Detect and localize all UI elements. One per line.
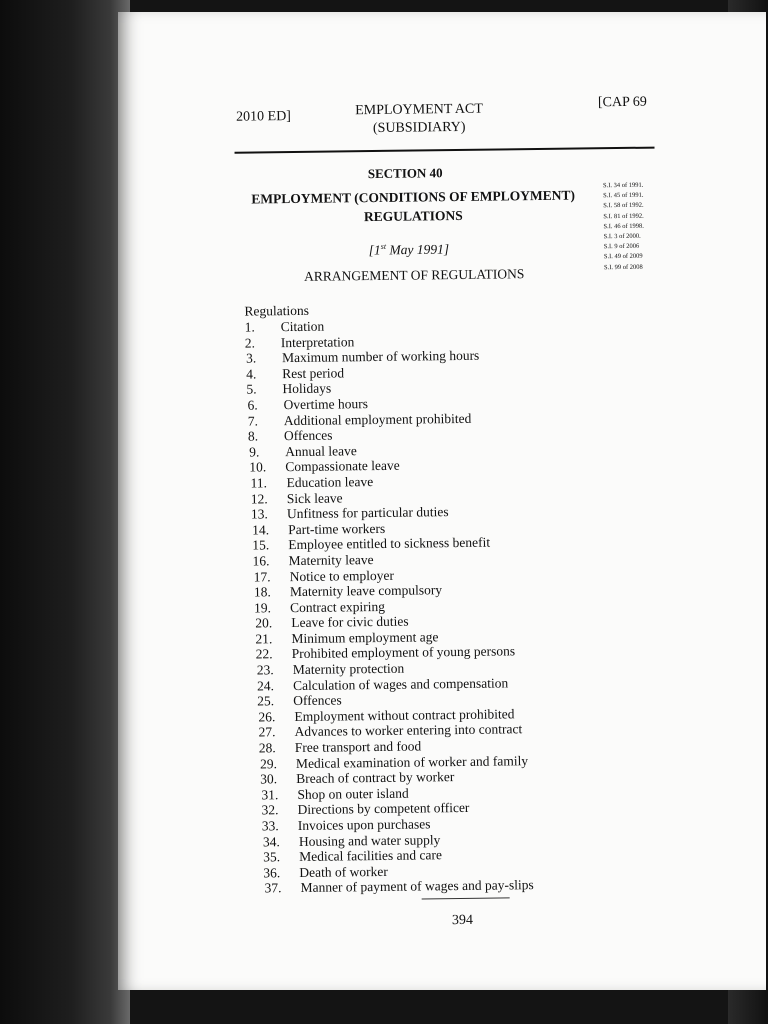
regulation-number: 11. (250, 475, 268, 491)
regulation-title: Free transport and food (294, 738, 422, 756)
regulation-title: Directions by competent officer (297, 800, 470, 818)
regulation-title: Holidays (282, 380, 332, 397)
regulation-item (264, 877, 533, 896)
regulation-number: 23. (256, 662, 274, 678)
regulation-number: 25. (257, 693, 275, 709)
page-number: 394 (451, 912, 474, 929)
commencement-date (369, 241, 450, 258)
regulation-title: Maximum number of working hours (281, 347, 480, 366)
regulation-number: 30. (260, 771, 278, 787)
regulation-title: Compassionate leave (285, 458, 400, 475)
statutory-instrument-note: S.I. 81 of 1992. (603, 212, 644, 220)
regulation-title: Prohibited employment of young persons (291, 643, 516, 662)
regulation-number: 8. (247, 428, 259, 444)
regulation-number: 17. (253, 568, 271, 585)
regulation-number: 20. (255, 615, 273, 631)
statutory-instrument-note: S.I. 45 of 1991. (603, 191, 644, 200)
regulation-number: 4. (246, 366, 257, 382)
regulation-title: Maternity leave compulsory (289, 582, 443, 600)
regulation-title: Minimum employment age (291, 629, 439, 646)
regulation-title: Employment without contract prohibited (294, 706, 515, 724)
statutory-instrument-note: S.I. 46 of 1998. (603, 222, 644, 231)
date-prefix: [1 (368, 242, 381, 258)
regulation-title: Education leave (286, 473, 374, 491)
pen-underline-mark (422, 897, 510, 899)
regulation-title: Maternity leave (288, 551, 374, 568)
regulation-title: Employee entitled to sickness benefit (288, 534, 491, 553)
regulation-title: Additional employment prohibited (283, 410, 472, 428)
regulation-number: 9. (249, 444, 260, 460)
regulation-item (257, 675, 531, 694)
regulation-number: 10. (249, 459, 267, 475)
regulation-title: Shop on outer island (297, 785, 409, 802)
header-act-title: EMPLOYMENT ACT (355, 101, 483, 119)
regulation-title: Medical examination of worker and family (295, 752, 529, 771)
date-ordinal: st (380, 241, 387, 251)
regulation-number: 36. (263, 864, 281, 881)
header-act-subtitle: (SUBSIDIARY) (372, 119, 466, 137)
regulation-number: 32. (261, 802, 279, 818)
page-content (111, 7, 768, 993)
regulation-item (260, 753, 532, 772)
statutory-instrument-note: S.I. 9 of 2006 (603, 242, 640, 251)
regulation-number: 33. (261, 818, 279, 834)
regulation-title: Unfitness for particular duties (286, 504, 449, 522)
regulation-number: 18. (253, 584, 271, 600)
regulation-number: 37. (264, 880, 282, 896)
regulation-title: Part-time workers (288, 520, 386, 537)
regulation-title: Housing and water supply (298, 831, 441, 849)
regulation-number: 3. (245, 350, 257, 366)
header-act-title-block (334, 100, 504, 138)
regulation-number: 15. (252, 537, 270, 553)
regulation-item (259, 722, 532, 741)
regulations-heading: Regulations (244, 302, 310, 319)
regulation-title: Leave for civic duties (291, 613, 409, 631)
regulation-title: Maternity protection (292, 660, 405, 678)
regulation-title: Annual leave (285, 442, 357, 459)
regulation-number: 27. (258, 724, 276, 740)
regulation-number: 2. (244, 335, 256, 351)
arrangement-heading: ARRANGEMENT OF REGULATIONS (303, 266, 525, 284)
regulation-title: Offences (293, 692, 342, 709)
regulation-number: 6. (247, 397, 258, 413)
regulation-number: 22. (255, 646, 273, 662)
statutory-instrument-note: S.I. 49 of 2009 (603, 253, 643, 261)
header-edition: 2010 ED] (236, 109, 292, 125)
header-rule (235, 147, 655, 154)
regulation-title: Death of worker (299, 863, 388, 880)
regulations-toc (245, 316, 534, 896)
regulation-title: Calculation of wages and compensation (292, 675, 509, 693)
regulation-number: 26. (258, 709, 276, 725)
regulation-number: 14. (252, 522, 270, 538)
regulation-title: Invoices upon purchases (297, 816, 431, 833)
regulation-number: 21. (255, 631, 273, 647)
regulation-number: 1. (244, 319, 255, 335)
regulation-title: Sick leave (286, 489, 343, 506)
header-chapter: [CAP 69 (597, 94, 647, 111)
regulation-number: 7. (247, 413, 259, 429)
statutory-instruments-list (603, 181, 645, 273)
regulation-title: Rest period (282, 365, 345, 381)
regulation-title: Citation (280, 318, 325, 335)
regulation-title: Manner of payment of wages and pay-slips (300, 877, 534, 896)
statutory-instrument-note: S.I. 58 of 1992. (603, 202, 644, 210)
regulation-number: 13. (250, 506, 268, 522)
document-page (118, 12, 766, 990)
regulation-number: 35. (263, 849, 281, 865)
regulation-number: 34. (262, 833, 280, 850)
regulations-title: EMPLOYMENT (CONDITIONS OF EMPLOYMENT) REGULATIONS (251, 187, 575, 225)
regulation-number: 12. (250, 490, 268, 507)
regulation-title: Contract expiring (290, 598, 386, 615)
regulation-number: 16. (252, 553, 270, 569)
regulation-title: Notice to employer (289, 567, 395, 584)
date-suffix: May 1991] (386, 241, 450, 258)
regulation-number: 31. (261, 787, 279, 803)
statutory-instrument-note: S.I. 34 of 1991. (602, 181, 644, 190)
regulation-title: Interpretation (280, 333, 355, 350)
regulation-title: Advances to worker entering into contract (294, 721, 523, 740)
regulation-number: 24. (256, 677, 275, 694)
regulation-number: 19. (254, 599, 272, 616)
statutory-instrument-note: S.I. 3 of 2000. (603, 232, 641, 241)
section-title: SECTION 40 (367, 165, 443, 182)
regulation-number: 28. (258, 740, 276, 756)
regulation-number: 5. (246, 381, 257, 397)
regulation-title: Breach of contract by worker (296, 769, 455, 787)
regulation-number: 29. (259, 755, 277, 772)
scan-dark-margin-left (0, 0, 130, 1024)
regulation-title: Offences (283, 427, 333, 444)
regulation-title: Overtime hours (283, 396, 369, 413)
statutory-instrument-note: S.I. 99 of 2008 (603, 263, 643, 271)
regulation-title: Medical facilities and care (299, 847, 443, 865)
